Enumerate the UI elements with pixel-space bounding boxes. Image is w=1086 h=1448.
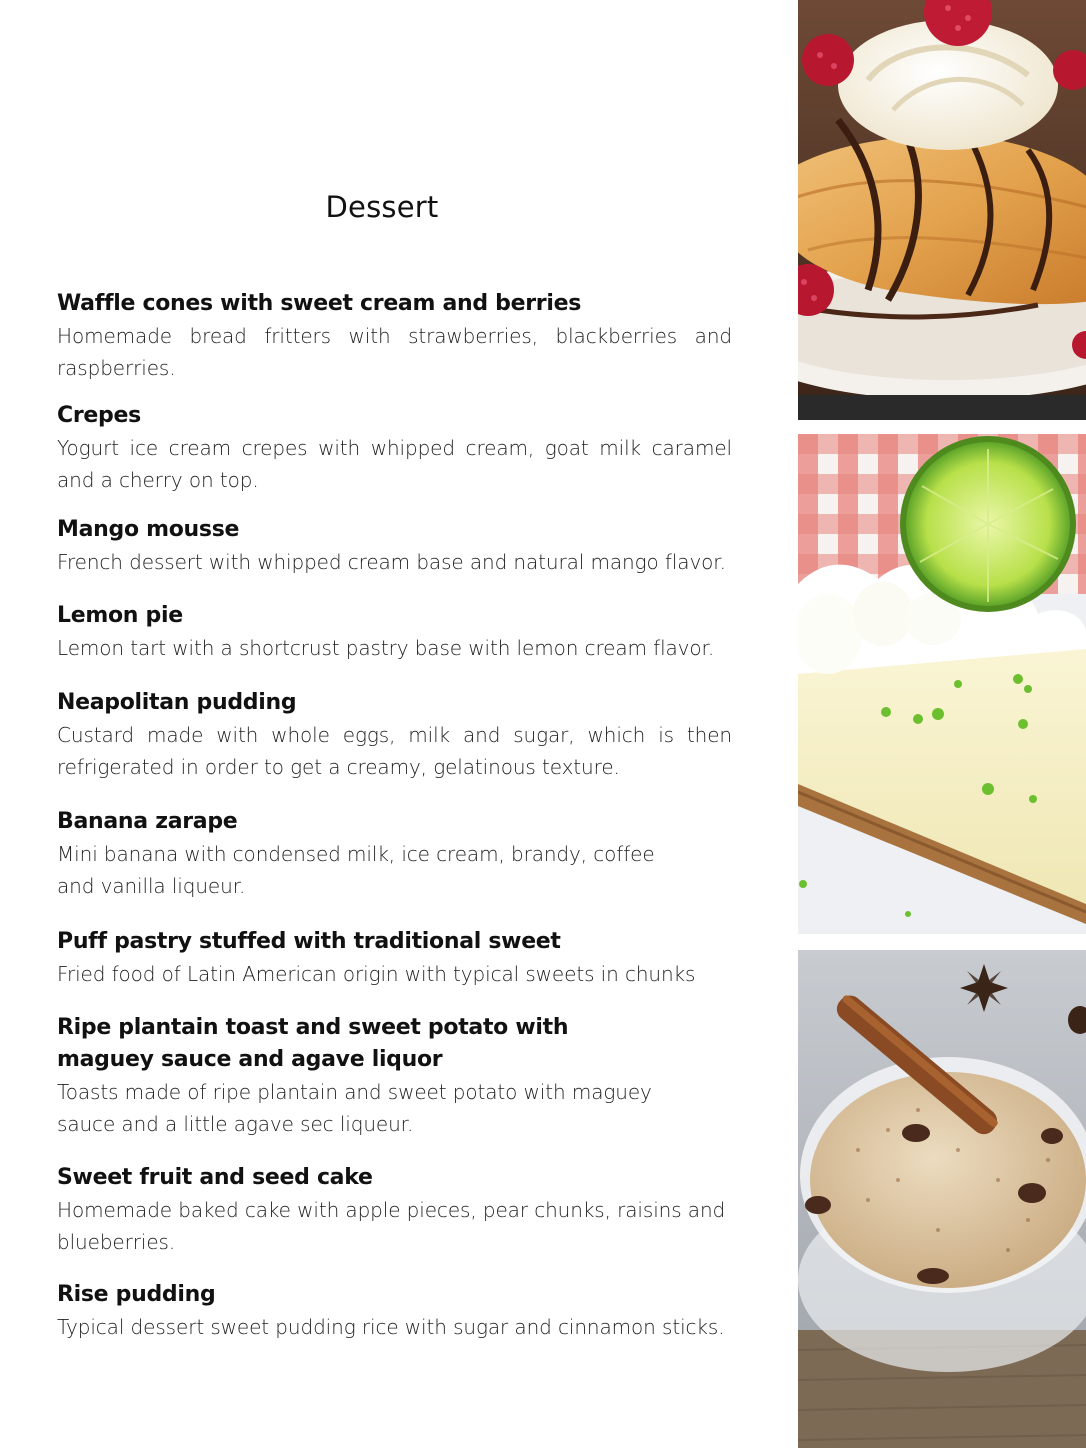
item-description: Typical dessert sweet pudding rice with sugar and cinnamon sticks. xyxy=(57,1315,725,1339)
menu-item xyxy=(57,1279,732,1343)
item-name: Lemon pie xyxy=(57,603,183,628)
item-description: Mini banana with condensed milk, ice cream, brandy, coffee and vanilla liqueur. xyxy=(57,842,655,898)
menu-item xyxy=(57,806,732,902)
item-description: French dessert with whipped cream base and natural mango flavor. xyxy=(57,550,726,574)
crepe-with-whipped-cream-photo xyxy=(798,0,1086,420)
item-description: Homemade baked cake with apple pieces, pear chunks, raisins and blueberries. xyxy=(57,1198,726,1254)
menu-item xyxy=(57,1012,732,1140)
rice-pudding-with-cinnamon-photo xyxy=(798,950,1086,1448)
lime-pie-slice-photo xyxy=(798,434,1086,934)
item-description: Fried food of Latin American origin with typical sweets in chunks xyxy=(57,962,696,986)
menu-item xyxy=(57,400,732,496)
item-description: Homemade bread fritters with strawberries, blackberries and raspberries. xyxy=(57,324,732,380)
menu-item xyxy=(57,926,732,990)
menu-item xyxy=(57,1162,732,1258)
item-name: Ripe plantain toast and sweet potato with maguey sauce and agave liquor xyxy=(57,1015,569,1072)
item-name: Crepes xyxy=(57,403,141,428)
item-description: Toasts made of ripe plantain and sweet potato with maguey sauce and a little agave sec liqueur. xyxy=(57,1080,652,1136)
item-name: Puff pastry stuffed with traditional sweet xyxy=(57,929,561,954)
page-title: Dessert xyxy=(325,190,439,224)
menu-item xyxy=(57,600,732,664)
item-name: Neapolitan pudding xyxy=(57,690,297,715)
photo-column xyxy=(798,0,1086,1448)
menu-item xyxy=(57,288,732,384)
item-name: Rise pudding xyxy=(57,1282,216,1307)
item-description: Lemon tart with a shortcrust pastry base with lemon cream flavor. xyxy=(57,636,715,660)
item-description: Custard made with whole eggs, milk and sugar, which is then refrigerated in order to get a creamy, gelatinous texture. xyxy=(57,723,732,779)
item-name: Waffle cones with sweet cream and berries xyxy=(57,291,582,316)
menu-item xyxy=(57,687,732,783)
item-description: Yogurt ice cream crepes with whipped cream, goat milk caramel and a cherry on top. xyxy=(57,436,732,492)
item-name: Mango mousse xyxy=(57,517,240,542)
item-name: Sweet fruit and seed cake xyxy=(57,1165,373,1190)
menu-item xyxy=(57,514,732,578)
item-name: Banana zarape xyxy=(57,809,238,834)
